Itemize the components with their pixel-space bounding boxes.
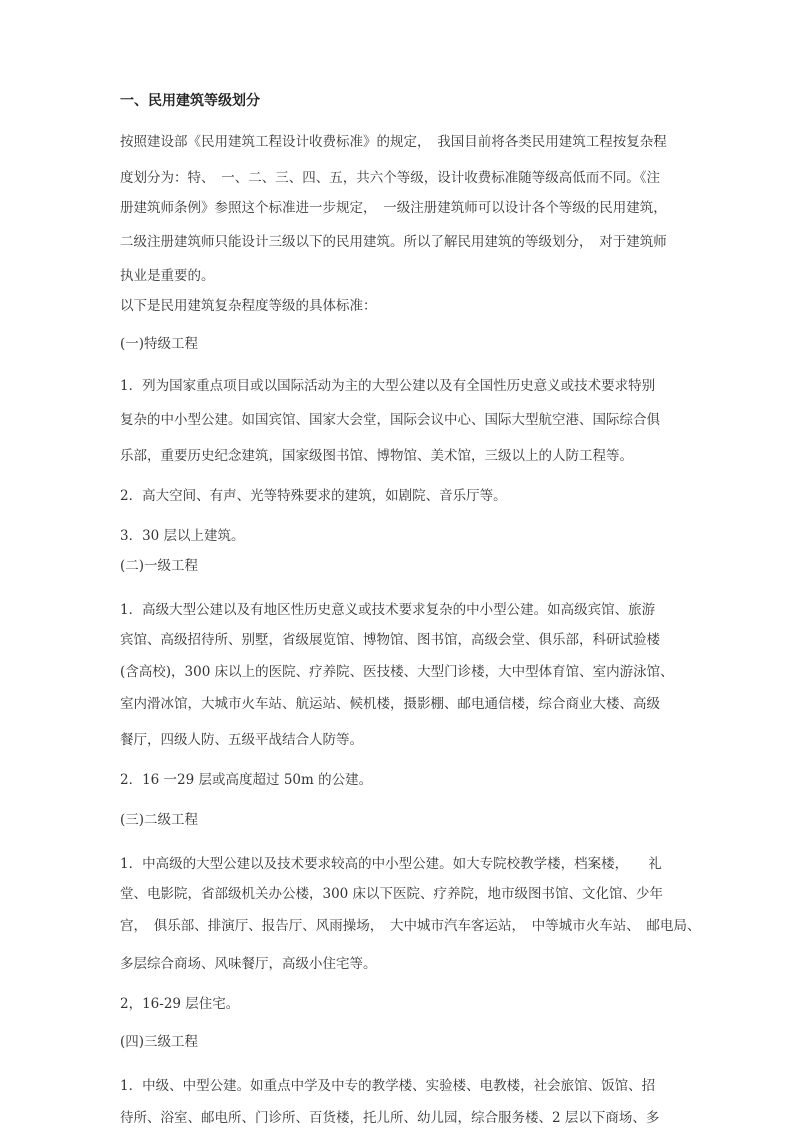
list-item-line: 乐部，重要历史纪念建筑，国家级图书馆、博物馆、美术馆，三级以上的人防工程等。 bbox=[120, 448, 633, 464]
list-item-line: 3．30 层以上建筑。 bbox=[120, 528, 245, 544]
list-item-line: 2．高大空间、有声、光等特殊要求的建筑，如剧院、音乐厅等。 bbox=[120, 488, 507, 504]
list-item-line: 待所、浴室、邮电所、门诊所、百货楼，托儿所、幼儿园，综合服务楼、2 层以下商场、多 bbox=[120, 1110, 660, 1126]
paragraph-line: 按照建设部《民用建筑工程设计收费标准》的规定， 我国目前将各类民用建筑工程按复杂程 bbox=[120, 134, 667, 150]
subsection-heading: (三)二级工程 bbox=[120, 812, 199, 828]
paragraph-line: 二级注册建筑师只能设计三级以下的民用建筑。所以了解民用建筑的等级划分， 对于建筑师 bbox=[120, 234, 667, 250]
list-item-line: 堂、电影院，省部级机关办公楼，300 床以下医院、疗养院，地市级图书馆、文化馆、少年 bbox=[120, 886, 664, 902]
list-item-line: 室内滑冰馆，大城市火车站、航运站、候机楼，摄影棚、邮电通信楼，综合商业大楼、高级 bbox=[120, 696, 660, 712]
list-item-line: 2．16 一29 层或高度超过 50m 的公建。 bbox=[120, 772, 373, 788]
list-item-line: 2，16-29 层住宅。 bbox=[120, 996, 240, 1012]
paragraph-line: 执业是重要的。 bbox=[120, 268, 215, 284]
list-item-line: 1．列为国家重点项目或以国际活动为主的大型公建以及有全国性历史意义或技术要求特别 bbox=[120, 378, 656, 394]
list-item-line: 1．中级、中型公建。如重点中学及中专的教学楼、实验楼、电教楼，社会旅馆、饭馆、招 bbox=[120, 1078, 656, 1094]
list-item-line: 复杂的中小型公建。如国宾馆、国家大会堂，国际会议中心、国际大型航空港、国际综合俱 bbox=[120, 412, 660, 428]
list-item-line: (含高校)，300 床以上的医院、疗养院、医技楼、大型门诊楼，大中型体育馆、室内游泳馆、 bbox=[120, 664, 674, 680]
list-item-line: 1．高级大型公建以及有地区性历史意义或技术要求复杂的中小型公建。如高级宾馆、旅游 bbox=[120, 602, 656, 618]
list-item-line: 宫， 俱乐部、排演厅、报告厅、风雨操场， 大中城市汽车客运站， 中等城市火车站、 邮电局、 bbox=[120, 918, 701, 934]
paragraph-line: 以下是民用建筑复杂程度等级的具体标准： bbox=[120, 298, 377, 314]
list-item-line: 餐厅，四级人防、五级平战结合人防等。 bbox=[120, 732, 363, 748]
subsection-heading: (二)一级工程 bbox=[120, 558, 199, 574]
list-item-line: 多层综合商场、风味餐厅，高级小住宅等。 bbox=[120, 956, 377, 972]
paragraph-line: 度划分为：特、 一、二、三、四、五，共六个等级，设计收费标准随等级高低而不同。《注 bbox=[120, 170, 660, 186]
subsection-heading: (一)特级工程 bbox=[120, 336, 199, 352]
subsection-heading: (四)三级工程 bbox=[120, 1034, 199, 1050]
section-title: 一、民用建筑等级划分 bbox=[120, 93, 260, 109]
list-item-line: 1．中高级的大型公建以及技术要求较高的中小型公建。如大专院校教学楼，档案楼， 礼 bbox=[120, 856, 662, 872]
paragraph-line: 册建筑师条例》参照这个标准进一步规定， 一级注册建筑师可以设计各个等级的民用建筑， bbox=[120, 200, 667, 216]
list-item-line: 宾馆、高级招待所、别墅，省级展览馆、博物馆、图书馆，高级会堂、俱乐部，科研试验楼 bbox=[120, 632, 660, 648]
